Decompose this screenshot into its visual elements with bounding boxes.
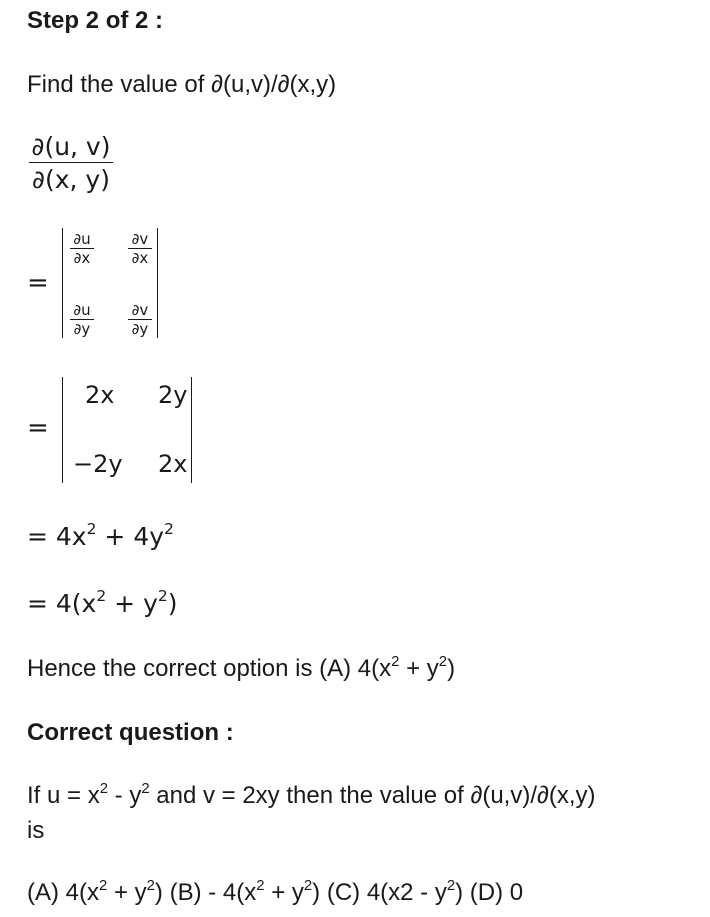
jacobian-fraction bbox=[29, 132, 113, 197]
partial-denominator: ∂x bbox=[131, 249, 149, 267]
correct-question-heading: Correct question : bbox=[27, 719, 234, 746]
partial-u-x bbox=[70, 231, 94, 266]
partial-numerator: ∂v bbox=[131, 301, 149, 319]
det-cell-b: 2y bbox=[158, 381, 188, 409]
determinant-right-bar bbox=[157, 228, 158, 338]
det-cell-a: 2x bbox=[85, 381, 115, 409]
partial-denominator: ∂y bbox=[131, 320, 149, 338]
det-cell-d: 2x bbox=[158, 450, 188, 478]
partial-denominator: ∂y bbox=[73, 320, 91, 338]
jacobian-numerator: ∂(u, v) bbox=[31, 132, 111, 161]
determinant-left-bar bbox=[62, 228, 63, 338]
conclusion-text: Hence the correct option is (A) $4(x^2 + y^2)$ bbox=[27, 653, 456, 682]
partial-v-y bbox=[128, 302, 152, 337]
equals-sign: = bbox=[27, 268, 49, 298]
question-text: If $u = x^2 - y^2$ and v = 2xy then the value of ∂(u,v)/∂(x,y) bbox=[27, 780, 596, 809]
partial-numerator: ∂u bbox=[73, 301, 91, 319]
partial-u-y bbox=[70, 302, 94, 337]
equals-sign: = bbox=[27, 413, 49, 443]
jacobian-denominator: ∂(x, y) bbox=[32, 165, 110, 194]
answer-options: (A) $4(x^2 + y^2)$ $(B) - 4(x^2 + y^2)$ (C) $4(x2 - y^2)$ (D) 0 bbox=[27, 877, 524, 906]
determinant-right-bar bbox=[191, 377, 192, 483]
determinant-left-bar bbox=[62, 377, 63, 483]
partial-numerator: ∂v bbox=[131, 230, 149, 248]
det-cell-c: −2y bbox=[73, 450, 123, 478]
find-text: Find the value of ∂(u,v)/∂(x,y) bbox=[27, 71, 337, 98]
question-text-cont: is bbox=[27, 817, 45, 844]
result-factored: = $4(x^2 + y^2)$ bbox=[27, 587, 178, 618]
partial-denominator: ∂x bbox=[73, 249, 91, 267]
step-heading: Step 2 of 2 : bbox=[27, 7, 164, 34]
partial-numerator: ∂u bbox=[73, 230, 91, 248]
partial-v-x bbox=[128, 231, 152, 266]
result-expanded: = $4x^2 + 4y^2$ bbox=[27, 520, 174, 551]
